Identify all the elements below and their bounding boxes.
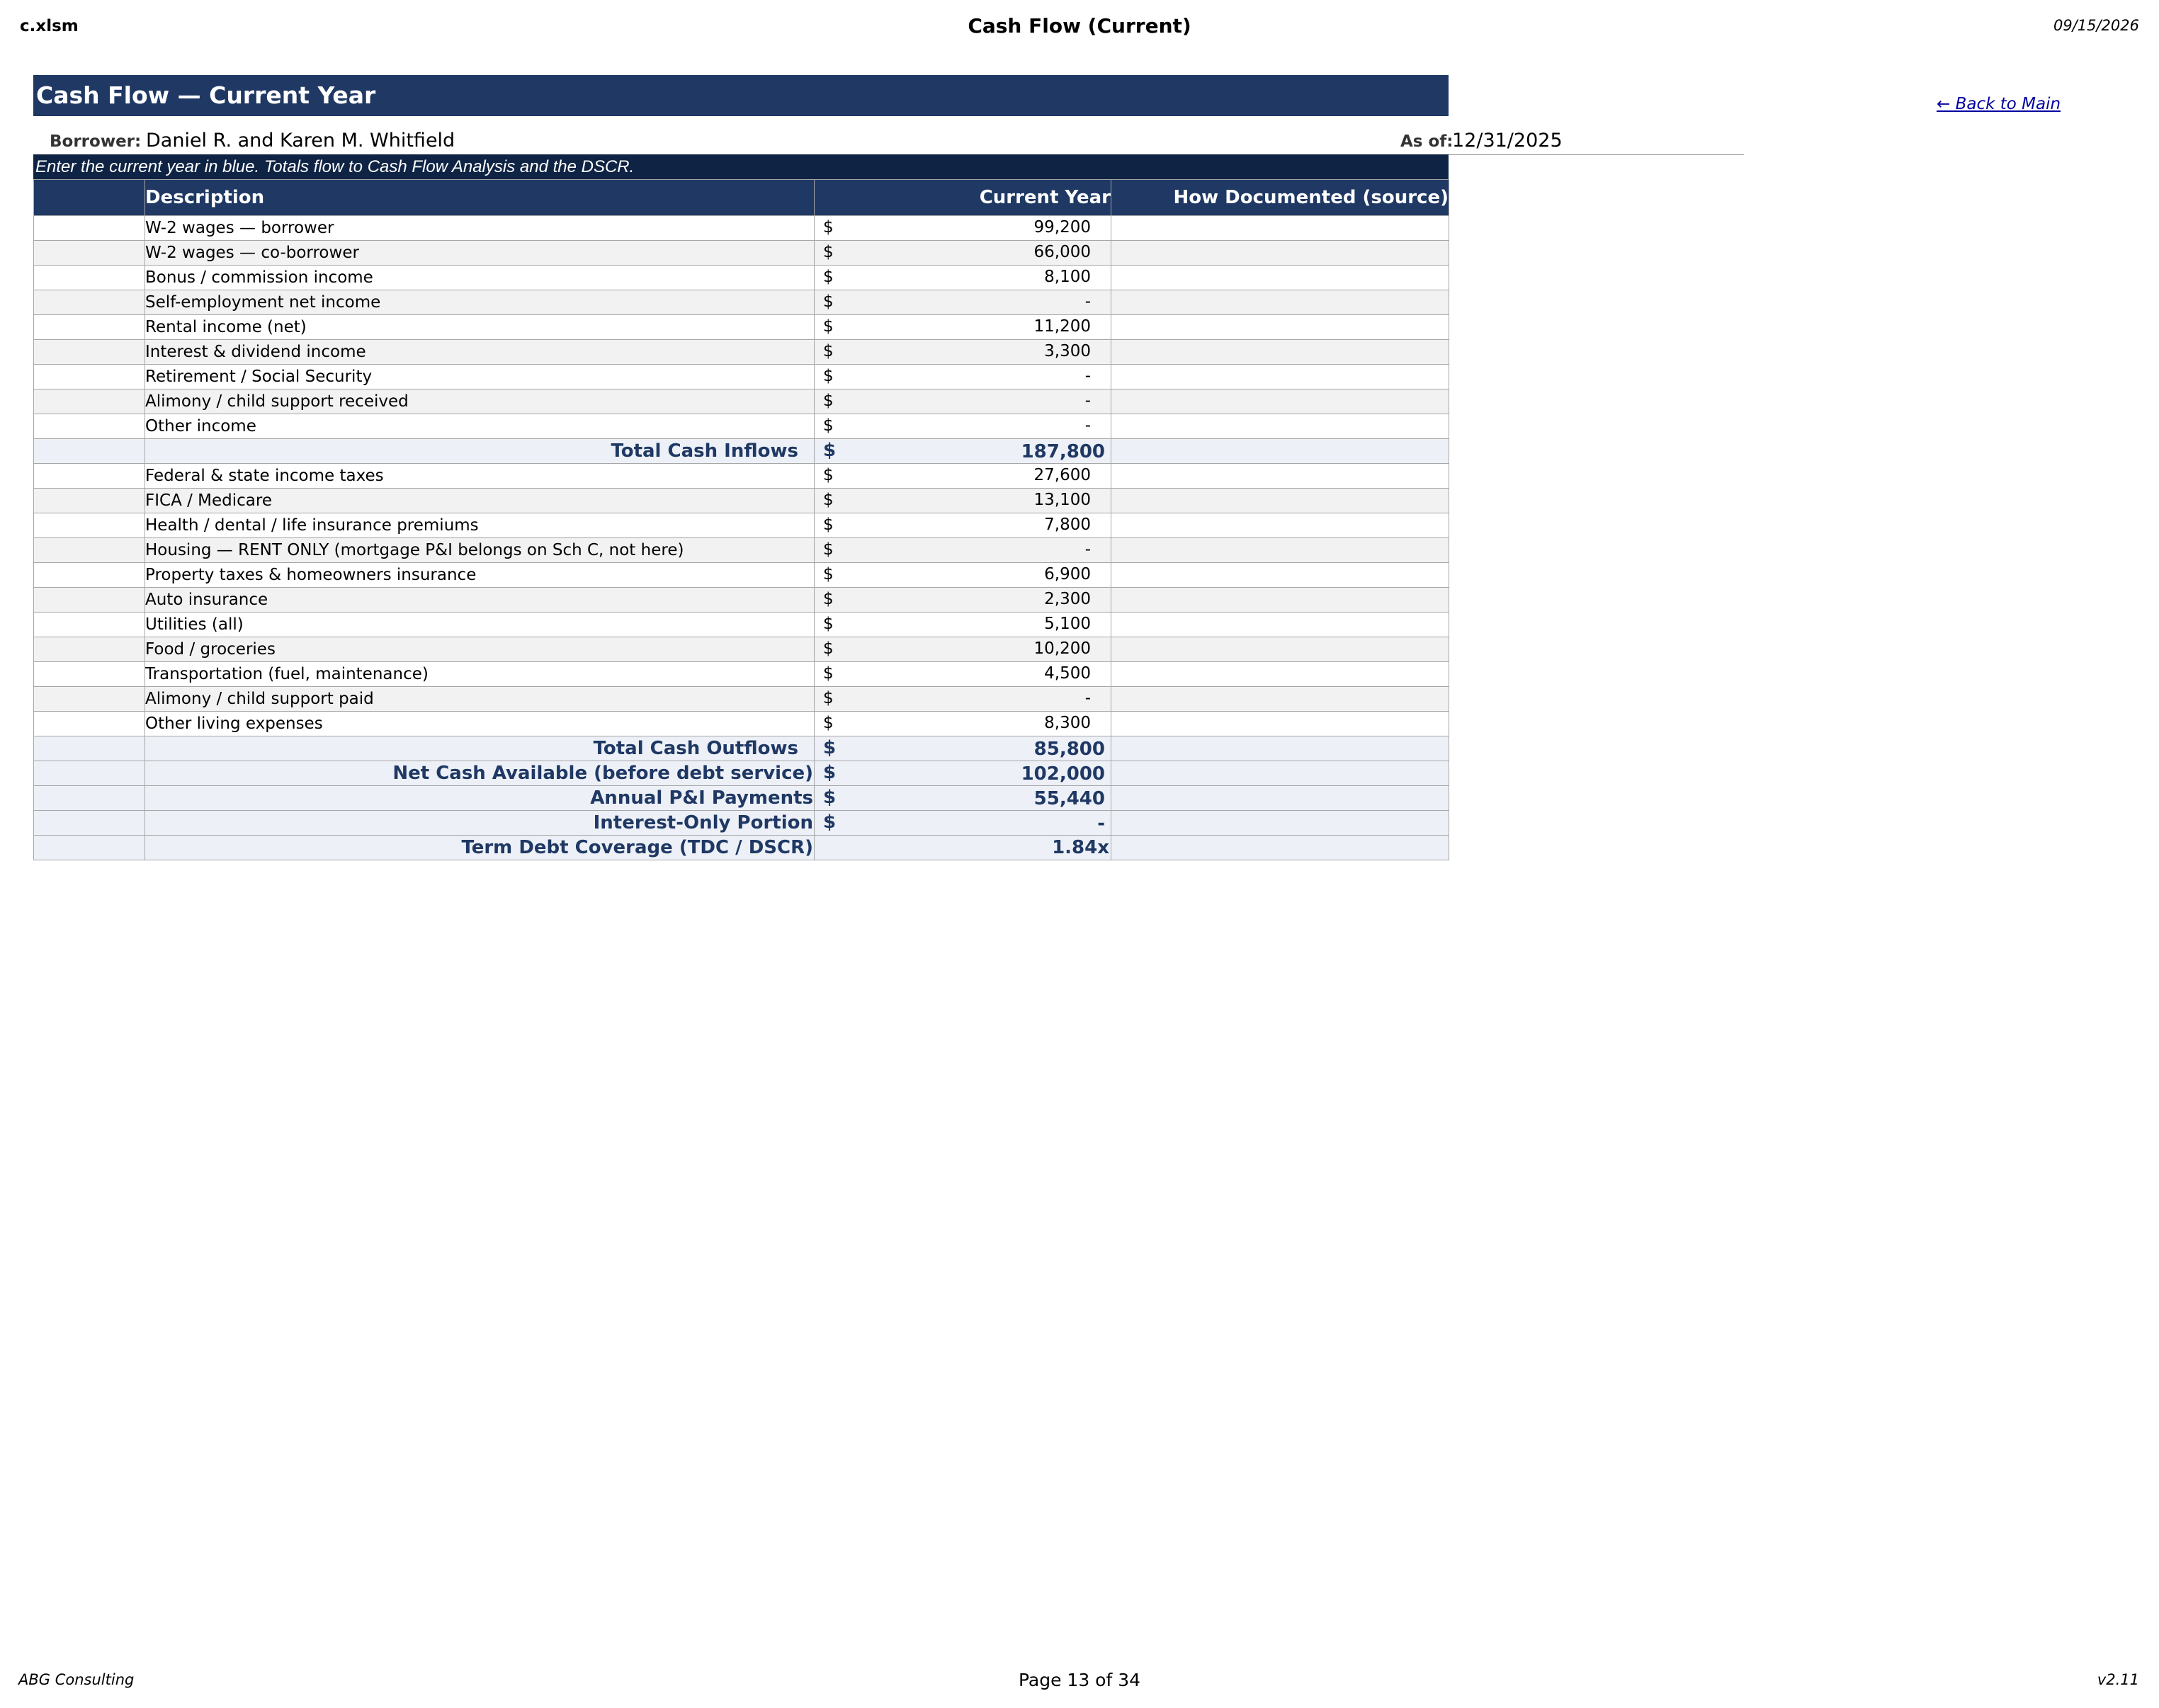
row-source[interactable] (1111, 687, 1449, 712)
amount: 5,100 (1044, 615, 1091, 633)
total-row (34, 786, 1449, 811)
table-row (34, 613, 1449, 637)
row-description: Auto insurance (145, 588, 815, 613)
row-current-year-value[interactable] (815, 513, 1111, 538)
amount: 55,440 (1033, 788, 1105, 809)
currency-symbol: $ (823, 787, 837, 808)
header-blank-cell (34, 180, 145, 216)
as-of-label: As of: (1400, 132, 1454, 151)
row-margin-cell (34, 439, 145, 464)
row-margin-cell (34, 513, 145, 538)
row-description: Total Cash Inflows (145, 439, 815, 464)
amount: 2,300 (1044, 590, 1091, 608)
row-margin-cell (34, 241, 145, 266)
row-source[interactable] (1111, 365, 1449, 389)
row-margin-cell (34, 563, 145, 588)
row-margin-cell (34, 290, 145, 315)
row-current-year-value[interactable] (815, 538, 1111, 563)
table-row (34, 241, 1449, 266)
row-margin-cell (34, 811, 145, 836)
amount: - (1097, 813, 1105, 834)
row-source[interactable] (1111, 489, 1449, 513)
row-current-year-value[interactable] (815, 315, 1111, 340)
row-current-year-value[interactable] (815, 414, 1111, 439)
currency-symbol: $ (823, 664, 834, 683)
row-source[interactable] (1111, 538, 1449, 563)
row-current-year-value[interactable] (815, 241, 1111, 266)
row-description: Rental income (net) (145, 315, 815, 340)
row-margin-cell (34, 687, 145, 712)
row-current-year-value[interactable] (815, 365, 1111, 389)
row-description: Other living expenses (145, 712, 815, 736)
row-description: Transportation (fuel, maintenance) (145, 662, 815, 687)
amount: 6,900 (1044, 565, 1091, 583)
currency-symbol: $ (823, 440, 837, 461)
table-header-row (34, 180, 1449, 216)
row-current-year-value (815, 811, 1111, 836)
amount: - (1084, 416, 1091, 435)
header-date: 09/15/2026 (2053, 17, 2139, 34)
row-current-year-value[interactable] (815, 216, 1111, 241)
amount: 102,000 (1021, 763, 1105, 785)
amount: - (1084, 367, 1091, 385)
row-description: Bonus / commission income (145, 266, 815, 290)
currency-symbol: $ (823, 565, 834, 583)
row-source[interactable] (1111, 464, 1449, 489)
row-margin-cell (34, 315, 145, 340)
file-name: c.xlsm (20, 17, 79, 35)
amount: - (1084, 292, 1091, 311)
row-margin-cell (34, 613, 145, 637)
row-current-year-value (815, 736, 1111, 761)
table-row (34, 340, 1449, 365)
row-description: Alimony / child support received (145, 389, 815, 414)
amount: 8,100 (1044, 268, 1091, 286)
row-source[interactable] (1111, 290, 1449, 315)
row-source[interactable] (1111, 513, 1449, 538)
row-current-year-value (815, 786, 1111, 811)
row-margin-cell (34, 588, 145, 613)
amount: 11,200 (1033, 317, 1091, 336)
row-description: Food / groceries (145, 637, 815, 662)
row-current-year-value[interactable] (815, 389, 1111, 414)
row-source[interactable] (1111, 712, 1449, 736)
row-description: FICA / Medicare (145, 489, 815, 513)
row-description: Utilities (all) (145, 613, 815, 637)
row-source[interactable] (1111, 315, 1449, 340)
amount: 7,800 (1044, 516, 1091, 534)
amount: 4,500 (1044, 664, 1091, 683)
total-row (34, 439, 1449, 464)
currency-symbol: $ (823, 714, 834, 732)
row-margin-cell (34, 538, 145, 563)
amount: 8,300 (1044, 714, 1091, 732)
table-row (34, 266, 1449, 290)
total-row (34, 761, 1449, 786)
row-margin-cell (34, 216, 145, 241)
table-row (34, 637, 1449, 662)
row-margin-cell (34, 489, 145, 513)
cash-flow-table (33, 179, 1449, 860)
currency-symbol: $ (823, 491, 834, 509)
table-row (34, 662, 1449, 687)
currency-symbol: $ (823, 243, 834, 261)
sheet-title: Cash Flow — Current Year (33, 75, 1449, 116)
currency-symbol: $ (823, 317, 834, 336)
currency-symbol: $ (823, 218, 834, 237)
row-source[interactable] (1111, 439, 1449, 464)
row-source[interactable] (1111, 241, 1449, 266)
row-source[interactable] (1111, 761, 1449, 786)
table-row (34, 414, 1449, 439)
row-margin-cell (34, 266, 145, 290)
page-header-title: Cash Flow (Current) (968, 14, 1191, 38)
currency-symbol: $ (823, 392, 834, 410)
table-row (34, 489, 1449, 513)
row-current-year-value: 1.84x (815, 836, 1111, 860)
amount: 13,100 (1033, 491, 1091, 509)
row-source[interactable] (1111, 811, 1449, 836)
row-source[interactable] (1111, 662, 1449, 687)
currency-symbol: $ (823, 268, 834, 286)
row-current-year-value[interactable] (815, 613, 1111, 637)
row-margin-cell (34, 836, 145, 860)
borrower-label: Borrower: (50, 132, 142, 151)
row-margin-cell (34, 736, 145, 761)
currency-symbol: $ (823, 367, 834, 385)
instruction-note: Enter the current year in blue. Totals flow to Cash Flow Analysis and the DSCR. (33, 154, 1449, 179)
row-margin-cell (34, 712, 145, 736)
row-description: W-2 wages — co-borrower (145, 241, 815, 266)
row-description: Interest & dividend income (145, 340, 815, 365)
row-current-year-value[interactable] (815, 290, 1111, 315)
total-row (34, 736, 1449, 761)
currency-symbol: $ (823, 639, 834, 658)
table-row (34, 389, 1449, 414)
current-year-header: Current Year (815, 180, 1111, 216)
row-description: Other income (145, 414, 815, 439)
table-row (34, 588, 1449, 613)
table-row (34, 216, 1449, 241)
amount: 99,200 (1033, 218, 1091, 237)
row-margin-cell (34, 637, 145, 662)
row-description: Housing — RENT ONLY (mortgage P&I belongs on Sch C, not here) (145, 538, 815, 563)
row-current-year-value (815, 439, 1111, 464)
total-row (34, 836, 1449, 860)
amount: 66,000 (1033, 243, 1091, 261)
row-current-year-value[interactable] (815, 712, 1111, 736)
total-row (34, 811, 1449, 836)
currency-symbol: $ (823, 466, 834, 484)
amount: - (1084, 689, 1091, 707)
table-row (34, 513, 1449, 538)
row-current-year-value[interactable] (815, 662, 1111, 687)
row-description: Self-employment net income (145, 290, 815, 315)
currency-symbol: $ (823, 292, 834, 311)
amount: 187,800 (1021, 441, 1105, 462)
row-current-year-value[interactable] (815, 266, 1111, 290)
currency-symbol: $ (823, 615, 834, 633)
row-source[interactable] (1111, 414, 1449, 439)
row-margin-cell (34, 340, 145, 365)
row-description: Federal & state income taxes (145, 464, 815, 489)
row-current-year-value[interactable] (815, 340, 1111, 365)
row-description: Total Cash Outflows (145, 736, 815, 761)
source-header: How Documented (source) (1111, 180, 1449, 216)
currency-symbol: $ (823, 689, 834, 707)
row-current-year-value[interactable] (815, 588, 1111, 613)
row-margin-cell (34, 389, 145, 414)
row-source[interactable] (1111, 637, 1449, 662)
row-source[interactable] (1111, 836, 1449, 860)
row-current-year-value[interactable] (815, 563, 1111, 588)
row-description: W-2 wages — borrower (145, 216, 815, 241)
currency-symbol: $ (823, 812, 837, 833)
footer-version: v2.11 (2097, 1671, 2139, 1688)
as-of-value[interactable]: 12/31/2025 (1452, 130, 1563, 152)
description-header: Description (145, 180, 815, 216)
borrower-row (33, 126, 1744, 155)
footer-company: ABG Consulting (18, 1671, 135, 1688)
row-margin-cell (34, 786, 145, 811)
row-margin-cell (34, 662, 145, 687)
row-margin-cell (34, 761, 145, 786)
row-margin-cell (34, 464, 145, 489)
table-row (34, 687, 1449, 712)
amount: 85,800 (1033, 739, 1105, 760)
row-margin-cell (34, 365, 145, 389)
row-source[interactable] (1111, 736, 1449, 761)
currency-symbol: $ (823, 342, 834, 360)
row-description: Alimony / child support paid (145, 687, 815, 712)
row-description: Property taxes & homeowners insurance (145, 563, 815, 588)
row-description: Health / dental / life insurance premiums (145, 513, 815, 538)
row-current-year-value[interactable] (815, 489, 1111, 513)
amount: 3,300 (1044, 342, 1091, 360)
table-row (34, 464, 1449, 489)
row-description: Retirement / Social Security (145, 365, 815, 389)
row-source[interactable] (1111, 216, 1449, 241)
table-row (34, 538, 1449, 563)
row-source[interactable] (1111, 389, 1449, 414)
row-source[interactable] (1111, 786, 1449, 811)
currency-symbol: $ (823, 540, 834, 559)
footer-page-number: Page 13 of 34 (1018, 1670, 1141, 1690)
amount: - (1084, 540, 1091, 559)
row-source[interactable] (1111, 340, 1449, 365)
row-current-year-value (815, 761, 1111, 786)
row-description: Term Debt Coverage (TDC / DSCR) (145, 836, 815, 860)
borrower-value[interactable]: Daniel R. and Karen M. Whitfield (146, 130, 455, 152)
cash-flow-rows (34, 216, 1449, 860)
table-row (34, 365, 1449, 389)
row-source[interactable] (1111, 266, 1449, 290)
table-row (34, 315, 1449, 340)
row-current-year-value[interactable] (815, 464, 1111, 489)
row-source[interactable] (1111, 588, 1449, 613)
row-description: Interest-Only Portion (145, 811, 815, 836)
currency-symbol: $ (823, 762, 837, 783)
currency-symbol: $ (823, 416, 834, 435)
table-row (34, 563, 1449, 588)
row-current-year-value[interactable] (815, 687, 1111, 712)
row-source[interactable] (1111, 613, 1449, 637)
row-source[interactable] (1111, 563, 1449, 588)
currency-symbol: $ (823, 590, 834, 608)
currency-symbol: $ (823, 737, 837, 758)
table-row (34, 290, 1449, 315)
currency-symbol: $ (823, 516, 834, 534)
back-to-main-link[interactable]: ← Back to Main (1937, 95, 2061, 113)
amount: 27,600 (1033, 466, 1091, 484)
row-description: Annual P&I Payments (145, 786, 815, 811)
row-current-year-value[interactable] (815, 637, 1111, 662)
amount: 10,200 (1033, 639, 1091, 658)
row-margin-cell (34, 414, 145, 439)
row-description: Net Cash Available (before debt service) (145, 761, 815, 786)
amount: - (1084, 392, 1091, 410)
table-row (34, 712, 1449, 736)
